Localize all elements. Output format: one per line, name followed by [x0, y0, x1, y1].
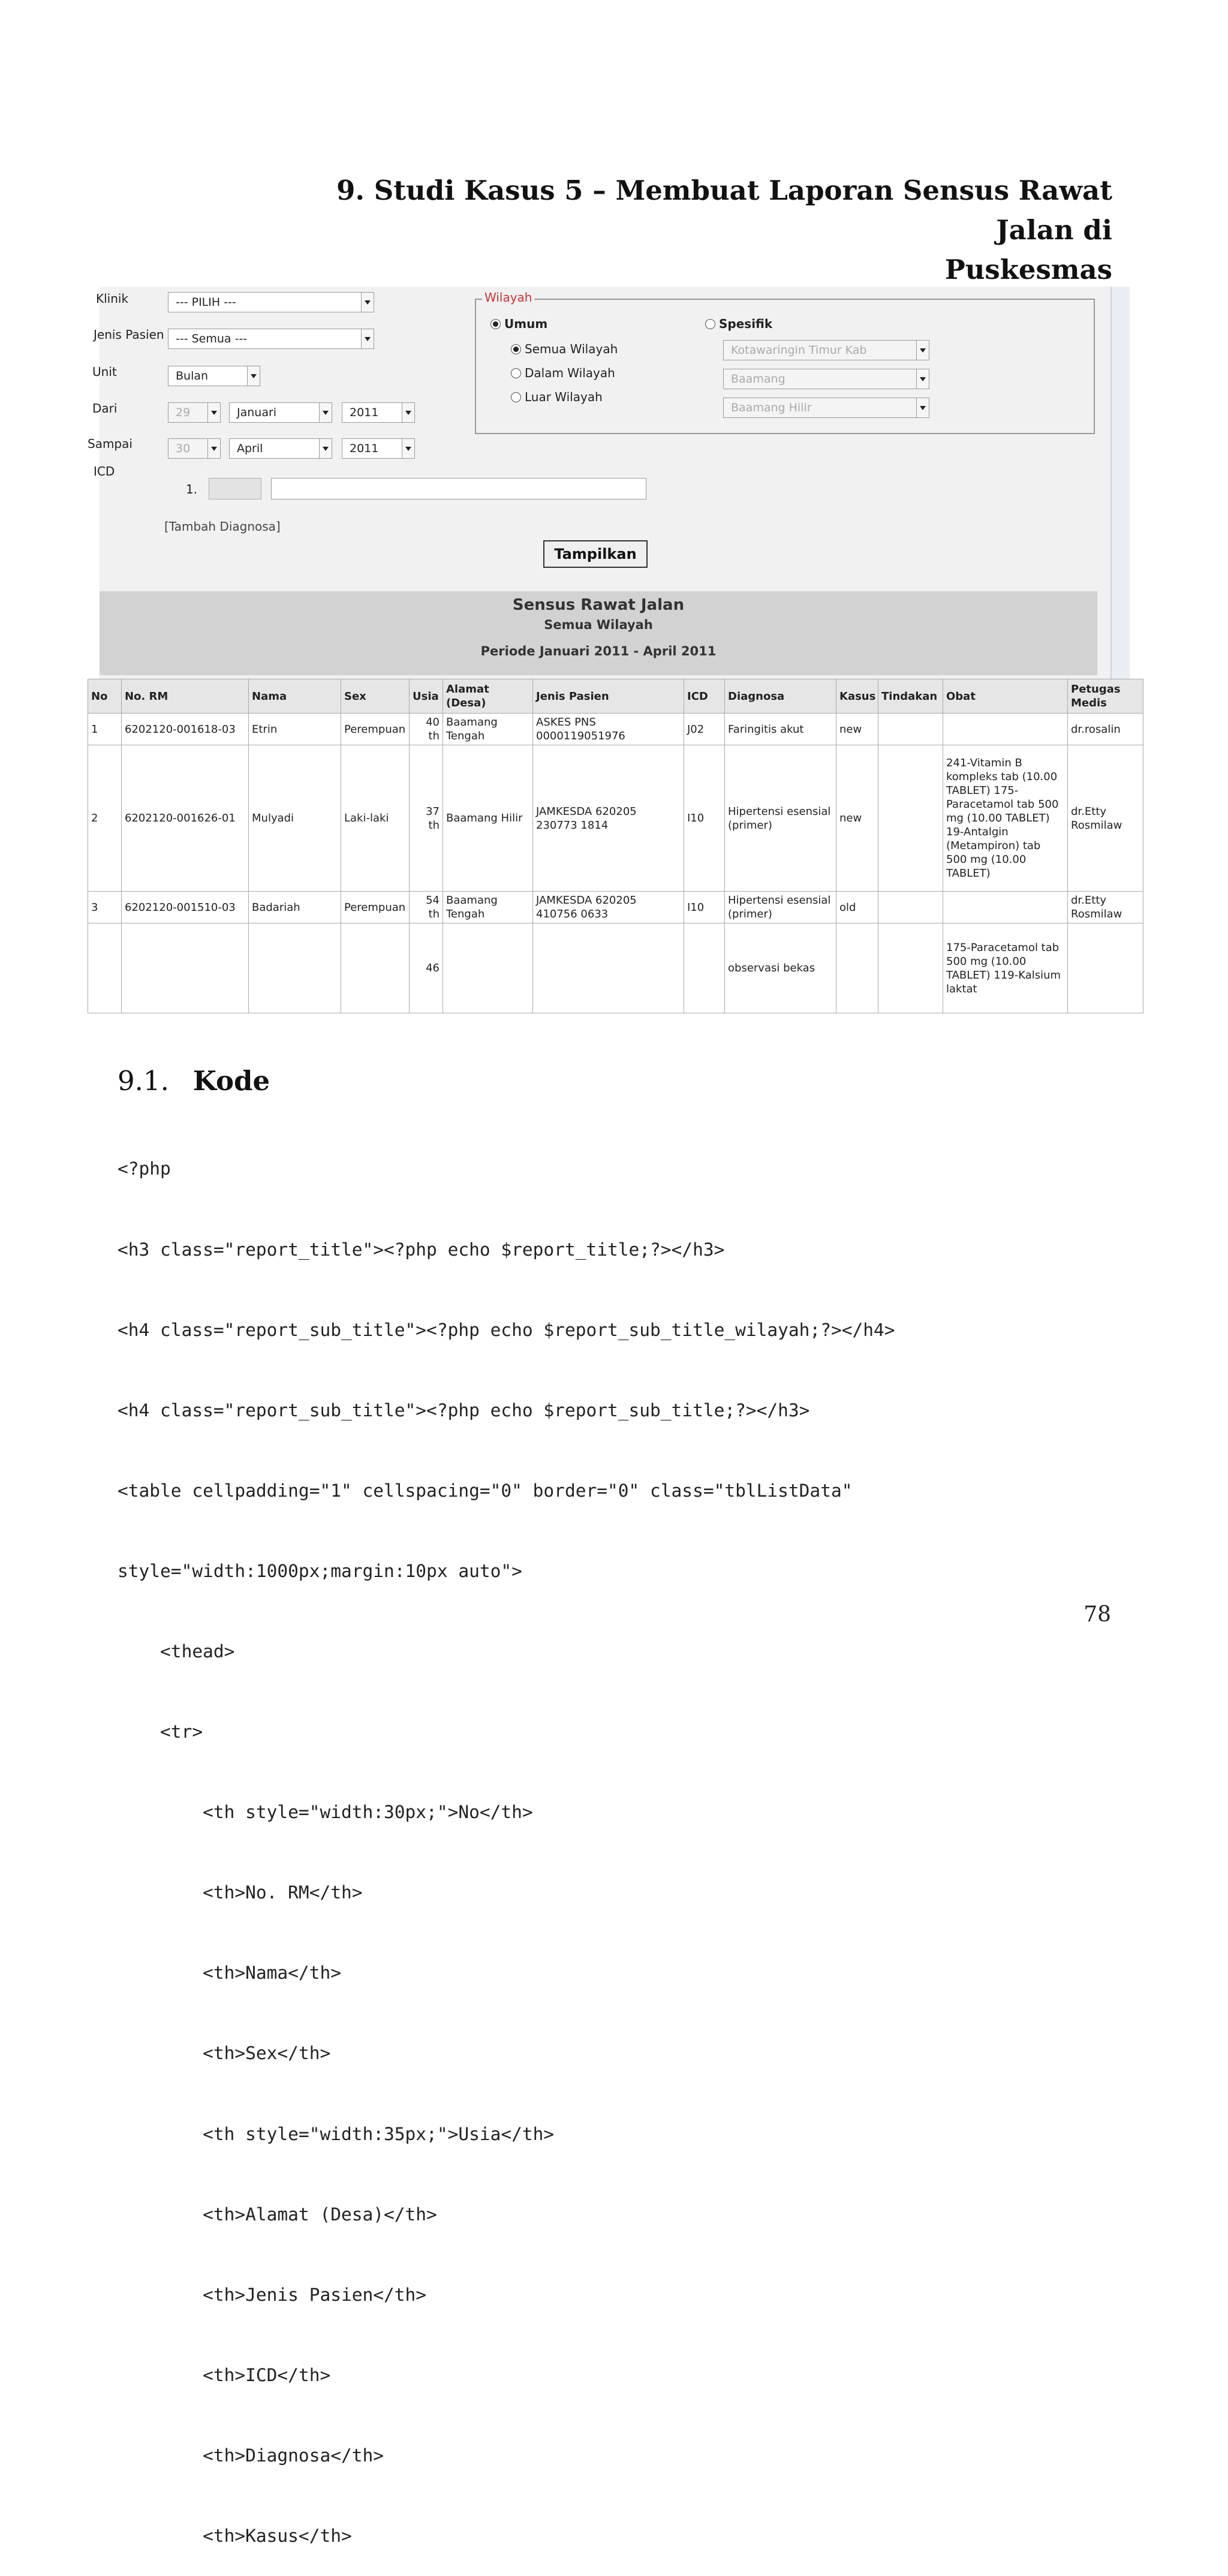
cell-kasus: old — [836, 892, 878, 923]
radio-spesifik[interactable]: Spesifik — [705, 317, 772, 331]
table-row — [88, 745, 1143, 892]
kabupaten-select[interactable]: Kotawaringin Timur Kab — [723, 340, 929, 360]
page-title-line-1: 9. Studi Kasus 5 – Membuat Laporan Sensus Rawat Jalan di — [336, 174, 1112, 246]
icd-index: 1. — [186, 482, 198, 496]
radio-luar-wilayah[interactable]: Luar Wilayah — [511, 390, 603, 404]
cell-kasus: new — [836, 745, 878, 892]
dari-month-select[interactable]: Januari — [229, 402, 332, 423]
code-line: <th>ICD</th> — [118, 2364, 331, 2385]
cell-no — [88, 923, 122, 1013]
cell-rm: 6202120-001626-01 — [122, 745, 249, 892]
cell-rm: 6202120-001618-03 — [122, 714, 249, 745]
tambah-diagnosa-link[interactable]: [Tambah Diagnosa] — [164, 519, 281, 534]
cell-icd: J02 — [684, 714, 725, 745]
dari-day-select[interactable]: 29 — [168, 402, 221, 423]
cell-rm — [122, 923, 249, 1013]
code-line: <th style="width:30px;">No</th> — [118, 1802, 533, 1823]
sampai-year-select[interactable]: 2011 — [342, 438, 415, 459]
page-title — [288, 171, 1112, 290]
dari-label: Dari — [92, 401, 118, 416]
cell-alamat: Baamang Hilir — [443, 745, 533, 892]
cell-icd — [684, 923, 725, 1013]
cell-jenis-pasien — [533, 923, 684, 1013]
cell-icd: I10 — [684, 892, 725, 923]
cell-icd: I10 — [684, 745, 725, 892]
column-header[interactable]: Diagnosa — [725, 679, 836, 714]
table-header-row — [88, 679, 1143, 714]
column-header[interactable]: Alamat (Desa) — [443, 679, 533, 714]
cell-obat — [943, 714, 1068, 745]
cell-usia: 37 th — [410, 745, 443, 892]
report-sub-title-wilayah: Semua Wilayah — [544, 618, 653, 632]
cell-kasus: new — [836, 714, 878, 745]
scrollbar[interactable] — [1110, 287, 1130, 682]
jenis-pasien-label: Jenis Pasien — [94, 327, 164, 342]
table-row — [88, 892, 1143, 923]
wilayah-legend: Wilayah — [482, 290, 534, 305]
cell-nama: Badariah — [249, 892, 341, 923]
cell-kasus — [836, 923, 878, 1013]
cell-nama: Mulyadi — [249, 745, 341, 892]
chevron-down-icon — [319, 403, 332, 422]
section-heading — [118, 1065, 270, 1097]
chevron-down-icon — [207, 439, 220, 458]
unit-label: Unit — [92, 365, 117, 379]
chevron-down-icon — [402, 439, 414, 458]
code-line: style="width:1000px;margin:10px auto"> — [118, 1560, 522, 1581]
cell-sex: Perempuan — [341, 714, 410, 745]
cell-jenis-pasien: JAMKESDA 620205 230773 1814 — [533, 745, 684, 892]
column-header[interactable]: ICD — [684, 679, 725, 714]
code-line: <th style="width:35px;">Usia</th> — [118, 2123, 555, 2144]
cell-alamat: Baamang Tengah — [443, 714, 533, 745]
cell-nama: Etrin — [249, 714, 341, 745]
cell-sex: Perempuan — [341, 892, 410, 923]
sampai-day-select[interactable]: 30 — [168, 438, 221, 459]
chevron-down-icon — [247, 366, 260, 386]
cell-sex — [341, 923, 410, 1013]
cell-diagnosa: Faringitis akut — [725, 714, 836, 745]
report-title: Sensus Rawat Jalan — [512, 596, 685, 614]
section-title: Kode — [192, 1065, 270, 1097]
icd-diagnosa-input[interactable] — [271, 478, 646, 499]
column-header[interactable]: Usia — [410, 679, 443, 714]
report-periode: Periode Januari 2011 - April 2011 — [480, 644, 717, 658]
radio-selected-icon — [490, 319, 501, 329]
cell-jenis-pasien: JAMKESDA 620205 410756 0633 — [533, 892, 684, 923]
cell-sex: Laki-laki — [341, 745, 410, 892]
column-header[interactable]: No — [88, 679, 122, 714]
cell-usia: 54 th — [410, 892, 443, 923]
chevron-down-icon — [361, 293, 374, 312]
cell-petugas: dr.Etty Rosmilaw — [1068, 892, 1143, 923]
code-line: <th>Jenis Pasien</th> — [118, 2284, 427, 2305]
column-header[interactable]: Jenis Pasien — [533, 679, 684, 714]
klinik-select[interactable]: --- PILIH --- — [168, 292, 374, 312]
code-line: <h4 class="report_sub_title"><?php echo $report_sub_title_wilayah;?></h4> — [118, 1319, 895, 1340]
cell-diagnosa: observasi bekas — [725, 923, 836, 1013]
sampai-month-select[interactable]: April — [229, 438, 332, 459]
cell-no: 2 — [88, 745, 122, 892]
kecamatan-select[interactable]: Baamang — [723, 369, 929, 389]
cell-tindakan — [878, 923, 943, 1013]
cell-petugas — [1068, 923, 1143, 1013]
column-header[interactable]: Sex — [341, 679, 410, 714]
column-header[interactable]: Nama — [249, 679, 341, 714]
column-header[interactable]: Tindakan — [878, 679, 943, 714]
page-number: 78 — [1083, 1602, 1111, 1627]
cell-tindakan — [878, 714, 943, 745]
cell-usia: 40 th — [410, 714, 443, 745]
radio-empty-icon — [511, 392, 521, 402]
cell-tindakan — [878, 745, 943, 892]
chevron-down-icon — [319, 439, 332, 458]
radio-selected-icon — [511, 344, 521, 354]
column-header[interactable]: Obat — [943, 679, 1068, 714]
klinik-label: Klinik — [96, 291, 129, 306]
cell-tindakan — [878, 892, 943, 923]
cell-diagnosa: Hipertensi esensial (primer) — [725, 892, 836, 923]
cell-usia: 46 — [410, 923, 443, 1013]
table-row — [88, 923, 1143, 1013]
report-header — [100, 591, 1097, 675]
radio-empty-icon — [511, 368, 521, 378]
table-row — [88, 714, 1143, 745]
report-table — [88, 679, 1143, 1013]
code-line: <th>Alamat (Desa)</th> — [118, 2204, 437, 2225]
code-line: <th>Sex</th> — [118, 2043, 331, 2064]
cell-petugas: dr.rosalin — [1068, 714, 1143, 745]
unit-select[interactable]: Bulan — [168, 366, 260, 386]
chevron-down-icon — [916, 341, 929, 360]
cell-obat: 175-Paracetamol tab 500 mg (10.00 TABLET) 119-Kalsium laktat — [943, 923, 1068, 1013]
cell-diagnosa: Hipertensi esensial (primer) — [725, 745, 836, 892]
cell-obat: 241-Vitamin B kompleks tab (10.00 TABLET) 175-Paracetamol tab 500 mg (10.00 TABLET) 19-Antalgin (Metampiron) tab 500 mg (10.00 TABLET) — [943, 745, 1068, 892]
dari-year-select[interactable]: 2011 — [342, 402, 415, 423]
chevron-down-icon — [361, 329, 374, 348]
column-header[interactable]: Petugas Medis — [1068, 679, 1143, 714]
code-line: <h4 class="report_sub_title"><?php echo $report_sub_title;?></h3> — [118, 1400, 810, 1421]
jenis-pasien-select[interactable]: --- Semua --- — [168, 329, 374, 349]
chevron-down-icon — [916, 398, 929, 417]
code-block — [118, 1102, 895, 2576]
cell-alamat: Baamang Tengah — [443, 892, 533, 923]
code-line: <th>Diagnosa</th> — [118, 2445, 384, 2466]
icd-code-field[interactable] — [209, 478, 261, 499]
radio-umum[interactable]: Umum — [490, 317, 547, 331]
radio-semua-wilayah[interactable]: Semua Wilayah — [511, 342, 618, 356]
column-header[interactable]: No. RM — [122, 679, 249, 714]
code-line: <th>Kasus</th> — [118, 2526, 352, 2546]
cell-no: 1 — [88, 714, 122, 745]
cell-no: 3 — [88, 892, 122, 923]
radio-dalam-wilayah[interactable]: Dalam Wilayah — [511, 366, 615, 380]
code-line: <thead> — [118, 1641, 235, 1662]
radio-empty-icon — [705, 319, 715, 329]
page-title-line-2: Puskesmas — [944, 254, 1112, 285]
section-number: 9.1. — [118, 1065, 169, 1097]
code-line: <h3 class="report_title"><?php echo $report_title;?></h3> — [118, 1239, 725, 1260]
code-line: <tr> — [118, 1722, 203, 1743]
cell-rm: 6202120-001510-03 — [122, 892, 249, 923]
code-line: <th>No. RM</th> — [118, 1882, 363, 1903]
cell-petugas: dr.Etty Rosmilaw — [1068, 745, 1143, 892]
cell-nama — [249, 923, 341, 1013]
code-line: <?php — [118, 1158, 171, 1179]
chevron-down-icon — [207, 403, 220, 422]
column-header[interactable]: Kasus — [836, 679, 878, 714]
cell-jenis-pasien: ASKES PNS 0000119051976 — [533, 714, 684, 745]
code-line: <th>Nama</th> — [118, 1963, 341, 1984]
chevron-down-icon — [402, 403, 414, 422]
tampilkan-button[interactable]: Tampilkan — [543, 540, 648, 568]
cell-obat — [943, 892, 1068, 923]
icd-label: ICD — [94, 464, 115, 479]
cell-alamat — [443, 923, 533, 1013]
report-screenshot — [88, 287, 1130, 995]
sampai-label: Sampai — [88, 437, 133, 451]
chevron-down-icon — [916, 369, 929, 389]
desa-select[interactable]: Baamang Hilir — [723, 398, 929, 418]
code-line: <table cellpadding="1" cellspacing="0" border="0" class="tblListData" — [118, 1480, 853, 1501]
